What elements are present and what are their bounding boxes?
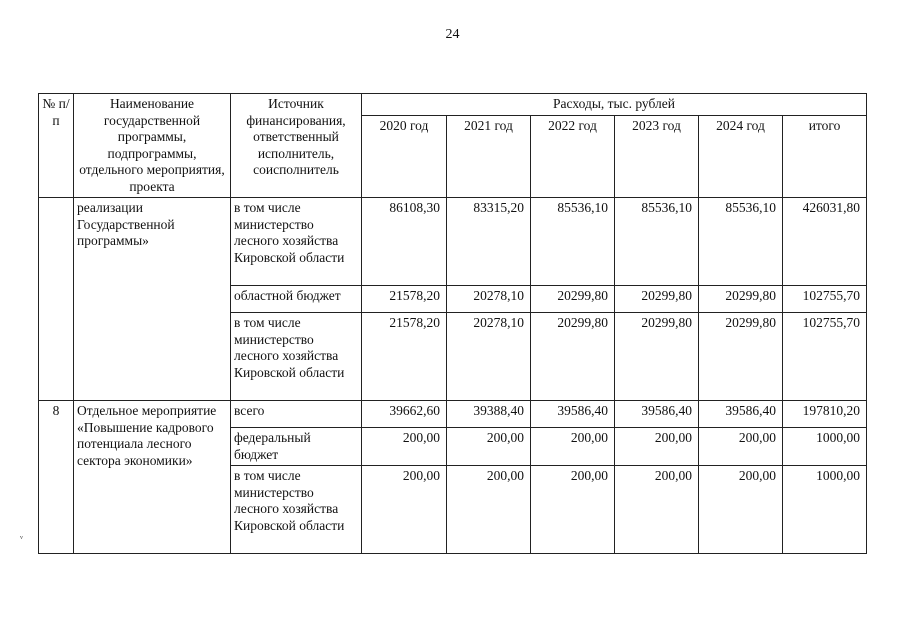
value-2022: 39586,40 [531,401,615,428]
header-year-2020: 2020 год [362,115,447,197]
value-2021: 20278,10 [447,286,531,313]
header-year-2021: 2021 год [447,115,531,197]
funding-source: в том числе министерство лесного хозяйства Кировской области [231,466,362,554]
value-2020: 200,00 [362,428,447,466]
funding-source: всего [231,401,362,428]
value-total: 1000,00 [783,466,867,554]
value-2020: 39662,60 [362,401,447,428]
value-2023: 20299,80 [615,313,699,401]
header-col-expenses: Расходы, тыс. рублей [362,94,867,116]
value-total: 102755,70 [783,313,867,401]
funding-source: областной бюджет [231,286,362,313]
value-2021: 200,00 [447,466,531,554]
value-2023: 85536,10 [615,198,699,286]
page-number: 24 [445,27,460,42]
value-2022: 200,00 [531,428,615,466]
value-2023: 39586,40 [615,401,699,428]
row-number [39,198,74,401]
row-number: 8 [39,401,74,554]
value-2020: 21578,20 [362,313,447,401]
value-2024: 20299,80 [699,286,783,313]
value-2021: 200,00 [447,428,531,466]
value-total: 426031,80 [783,198,867,286]
value-2020: 86108,30 [362,198,447,286]
table-row [39,401,867,428]
value-2024: 200,00 [699,466,783,554]
table-row [39,198,867,286]
value-2021: 39388,40 [447,401,531,428]
value-2022: 85536,10 [531,198,615,286]
header-total: итого [783,115,867,197]
value-2022: 20299,80 [531,313,615,401]
value-2023: 20299,80 [615,286,699,313]
value-2024: 85536,10 [699,198,783,286]
header-year-2023: 2023 год [615,115,699,197]
value-2022: 200,00 [531,466,615,554]
value-2020: 21578,20 [362,286,447,313]
header-col-source: Источник финансирования, ответственный исполнитель, соисполнитель [231,94,362,198]
header-col-name: Наименование государственной программы, подпрограммы, отдельного мероприятия, проекта [74,94,231,198]
value-2023: 200,00 [615,466,699,554]
funding-source: в том числе министерство лесного хозяйства Кировской области [231,198,362,286]
value-2023: 200,00 [615,428,699,466]
value-2024: 20299,80 [699,313,783,401]
header-row-top [39,94,867,116]
value-total: 102755,70 [783,286,867,313]
header-year-2022: 2022 год [531,115,615,197]
margin-mark: ᵥ [20,530,23,541]
program-name: Отдельное мероприятие «Повышение кадрового потенциала лесного сектора экономики» [74,401,231,554]
funding-source: в том числе министерство лесного хозяйства Кировской области [231,313,362,401]
header-year-2024: 2024 год [699,115,783,197]
value-2024: 200,00 [699,428,783,466]
budget-table [38,93,867,554]
value-2022: 20299,80 [531,286,615,313]
value-2020: 200,00 [362,466,447,554]
program-name: реализации Государственной программы» [74,198,231,401]
value-2021: 83315,20 [447,198,531,286]
funding-source: федеральный бюджет [231,428,362,466]
value-total: 1000,00 [783,428,867,466]
header-col-no: № п/п [39,94,74,198]
value-total: 197810,20 [783,401,867,428]
value-2021: 20278,10 [447,313,531,401]
value-2024: 39586,40 [699,401,783,428]
